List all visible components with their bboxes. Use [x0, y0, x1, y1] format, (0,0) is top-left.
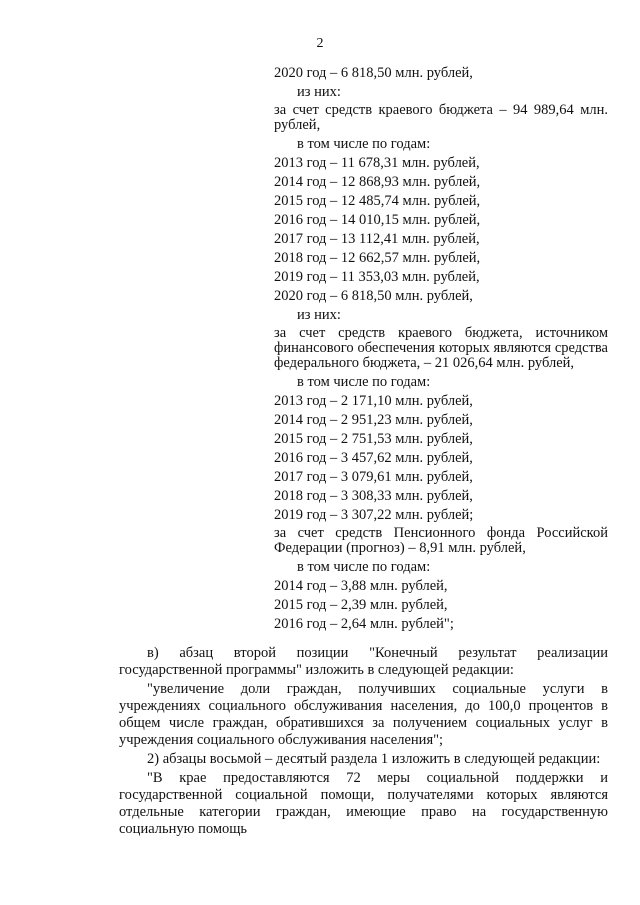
- subheading-iz-nih: из них:: [297, 307, 341, 323]
- funding-line: 2016 год – 2,64 млн. рублей";: [274, 616, 454, 632]
- subheading-iz-nih: из них:: [297, 84, 341, 100]
- funding-line: 2014 год – 3,88 млн. рублей,: [274, 578, 448, 594]
- funding-line: 2013 год – 2 171,10 млн. рублей,: [274, 393, 473, 409]
- paragraph: 2) абзацы восьмой – десятый раздела 1 изложить в следующей редакции:: [147, 751, 601, 767]
- paragraph: в) абзац второй позиции "Конечный результат реализации государственной программы" изложить в следующей редакции:: [119, 645, 608, 678]
- funding-line: 2019 год – 11 353,03 млн. рублей,: [274, 269, 480, 285]
- funding-line: 2014 год – 12 868,93 млн. рублей,: [274, 174, 481, 190]
- regional-budget-total: за счет средств краевого бюджета – 94 989,64 млн. рублей,: [274, 102, 608, 133]
- paragraph: "В крае предоставляются 72 меры социальной поддержки и государственной социальной помощи, получателями которых являются отдельные категории граждан, имеющие право на государственную социальную помощь: [119, 770, 608, 837]
- subheading-by-years: в том числе по годам:: [297, 374, 431, 390]
- funding-line: 2014 год – 2 951,23 млн. рублей,: [274, 412, 473, 428]
- page-number: 2: [316, 36, 324, 51]
- federal-source-total: за счет средств краевого бюджета, источником финансового обеспечения которых являются средства федерального бюджета, – 21 026,64 млн. рублей,: [274, 325, 608, 371]
- subheading-by-years: в том числе по годам:: [297, 136, 431, 152]
- funding-column: [274, 64, 608, 634]
- funding-line: 2018 год – 12 662,57 млн. рублей,: [274, 250, 481, 266]
- funding-line: 2016 год – 3 457,62 млн. рублей,: [274, 450, 473, 466]
- funding-line: 2015 год – 2 751,53 млн. рублей,: [274, 431, 473, 447]
- funding-line: 2015 год – 2,39 млн. рублей,: [274, 597, 448, 613]
- subheading-by-years: в том числе по годам:: [297, 559, 431, 575]
- funding-line: 2020 год – 6 818,50 млн. рублей,: [274, 65, 473, 81]
- funding-line: 2020 год – 6 818,50 млн. рублей,: [274, 288, 473, 304]
- funding-line: 2018 год – 3 308,33 млн. рублей,: [274, 488, 473, 504]
- funding-line: 2015 год – 12 485,74 млн. рублей,: [274, 193, 481, 209]
- funding-line: 2017 год – 13 112,41 млн. рублей,: [274, 231, 480, 247]
- funding-line: 2016 год – 14 010,15 млн. рублей,: [274, 212, 481, 228]
- funding-line: 2019 год – 3 307,22 млн. рублей;: [274, 507, 474, 523]
- pension-fund-total: за счет средств Пенсионного фонда Российской Федерации (прогноз) – 8,91 млн. рублей,: [274, 525, 608, 556]
- main-text: [119, 645, 608, 840]
- funding-line: 2013 год – 11 678,31 млн. рублей,: [274, 155, 480, 171]
- funding-line: 2017 год – 3 079,61 млн. рублей,: [274, 469, 473, 485]
- paragraph: "увеличение доли граждан, получивших социальные услуги в учреждениях социального обслуживания населения, до 100,0 процентов в общем числе граждан, обратившихся за получением социальных услуг в учреждения социального обслуживания населения";: [119, 681, 608, 748]
